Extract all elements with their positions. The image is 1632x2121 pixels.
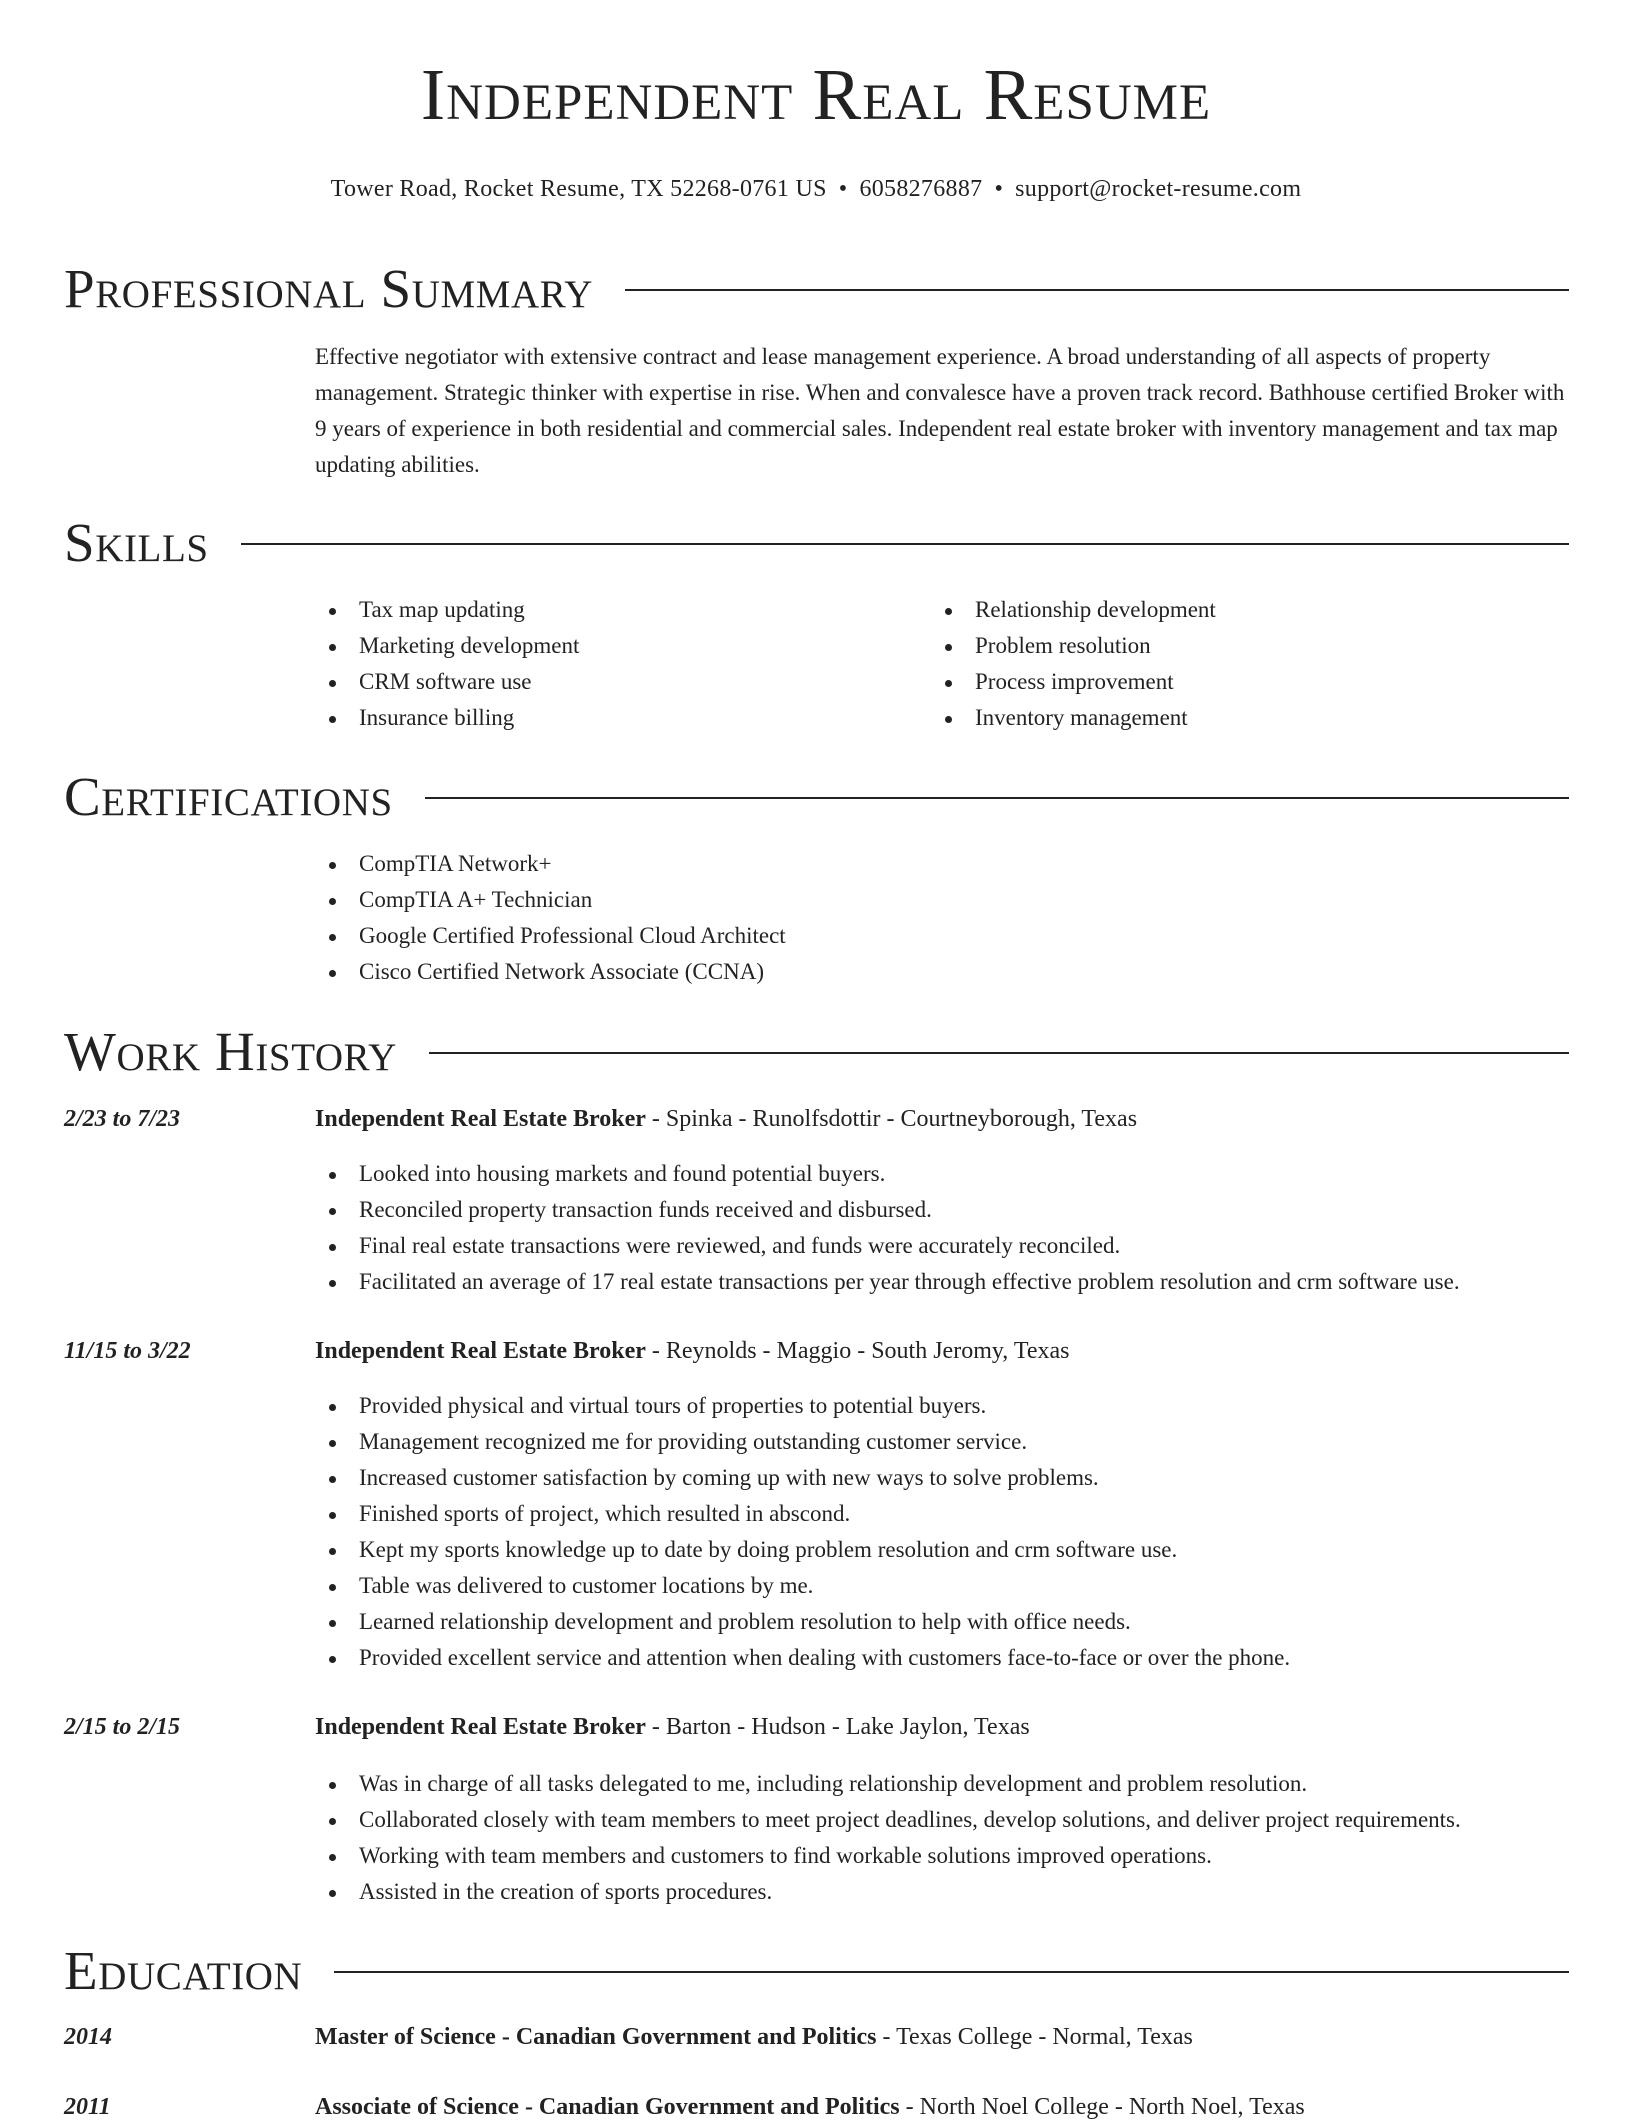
education-section-header (64, 1938, 1569, 2002)
skills-list-left (315, 592, 915, 736)
job-dates: 2/15 to 2/15 (64, 1714, 181, 1740)
job-bullet: Provided physical and virtual tours of properties to potential buyers. (315, 1388, 1575, 1424)
section-divider (429, 1052, 1569, 1054)
job-heading (315, 1106, 1575, 1133)
skill-item: Process improvement (931, 664, 1551, 700)
job-bullet: Working with team members and customers to find workable solutions improved operations. (315, 1838, 1575, 1874)
job-heading (315, 1338, 1575, 1365)
job-bullet: Assisted in the creation of sports procedures. (315, 1874, 1575, 1910)
certifications-section-header (64, 764, 1569, 828)
section-divider (425, 797, 1569, 799)
skills-list-right (931, 592, 1551, 736)
contact-address: Tower Road, Rocket Resume, TX 52268-0761 US (330, 176, 827, 202)
job-title: Independent Real Estate Broker (315, 1338, 646, 1364)
job-bullet: Reconciled property transaction funds received and disbursed. (315, 1192, 1575, 1228)
job-bullet: Collaborated closely with team members to meet project deadlines, develop solutions, and deliver project requirements. (315, 1802, 1575, 1838)
section-title: Work History (64, 1020, 397, 1082)
job-bullet-list (315, 1766, 1575, 1910)
summary-text: Effective negotiator with extensive contract and lease management experience. A broad understanding of all aspects of property management. Strategic thinker with expertise in rise. When and convalesce have a proven track record. Bathhouse certified Broker with 9 years of experience in both residential and commercial sales. Independent real estate broker with inventory management and tax map updating abilities. (315, 344, 1565, 477)
skills-section-header (64, 510, 1569, 574)
skill-item: CRM software use (315, 664, 915, 700)
skill-item: Problem resolution (931, 628, 1551, 664)
contact-line (0, 176, 1632, 203)
education-degree: Master of Science - Canadian Government and Politics (315, 2024, 877, 2050)
skill-item: Marketing development (315, 628, 915, 664)
section-divider (334, 1971, 1569, 1973)
skill-item: Relationship development (931, 592, 1551, 628)
job-bullet: Management recognized me for providing outstanding customer service. (315, 1424, 1575, 1460)
job-bullet: Was in charge of all tasks delegated to me, including relationship development and problem resolution. (315, 1766, 1575, 1802)
education-degree: Associate of Science - Canadian Government and Politics (315, 2094, 900, 2120)
job-dates: 2/23 to 7/23 (64, 1106, 181, 1132)
job-dates: 11/15 to 3/22 (64, 1338, 191, 1364)
skill-item: Insurance billing (315, 700, 915, 736)
job-bullet: Provided excellent service and attention when dealing with customers face-to-face or over the phone. (315, 1640, 1575, 1676)
job-title: Independent Real Estate Broker (315, 1106, 646, 1132)
education-school: - Texas College - Normal, Texas (876, 2024, 1193, 2050)
job-title: Independent Real Estate Broker (315, 1714, 646, 1740)
section-title: Certifications (64, 765, 393, 827)
certification-item: CompTIA A+ Technician (315, 882, 1215, 918)
resume-name: Independent Real Resume (420, 54, 1212, 135)
section-title: Education (64, 1939, 303, 2001)
education-entry (315, 2094, 1575, 2121)
skill-item: Inventory management (931, 700, 1551, 736)
job-bullet: Facilitated an average of 17 real estate transactions per year through effective problem resolution and crm software use. (315, 1264, 1575, 1300)
certification-item: Cisco Certified Network Associate (CCNA) (315, 954, 1215, 990)
summary-section-header (64, 256, 1569, 320)
skill-item: Tax map updating (315, 592, 915, 628)
section-divider (241, 543, 1569, 545)
job-bullet-list (315, 1156, 1575, 1300)
contact-separator: • (994, 176, 1004, 202)
education-entry (315, 2024, 1575, 2051)
contact-phone: 6058276887 (859, 176, 983, 202)
section-divider (625, 289, 1569, 291)
job-bullet: Kept my sports knowledge up to date by doing problem resolution and crm software use. (315, 1532, 1575, 1568)
education-year: 2011 (64, 2094, 111, 2120)
contact-email: support@rocket-resume.com (1015, 176, 1302, 202)
education-school: - North Noel College - North Noel, Texas (899, 2094, 1305, 2120)
certification-item: CompTIA Network+ (315, 846, 1215, 882)
education-year: 2014 (64, 2024, 112, 2050)
job-employer: - Spinka - Runolfsdottir - Courtneyborough, Texas (645, 1106, 1138, 1132)
job-bullet: Final real estate transactions were reviewed, and funds were accurately reconciled. (315, 1228, 1575, 1264)
certification-item: Google Certified Professional Cloud Architect (315, 918, 1215, 954)
job-bullet: Looked into housing markets and found potential buyers. (315, 1156, 1575, 1192)
certifications-list (315, 846, 1215, 990)
section-title: Skills (64, 511, 209, 573)
job-employer: - Reynolds - Maggio - South Jeromy, Texas (645, 1338, 1070, 1364)
work-history-section-header (64, 1019, 1569, 1083)
job-bullet-list (315, 1388, 1575, 1676)
job-heading (315, 1714, 1575, 1741)
job-bullet: Learned relationship development and problem resolution to help with office needs. (315, 1604, 1575, 1640)
job-bullet: Increased customer satisfaction by coming up with new ways to solve problems. (315, 1460, 1575, 1496)
contact-separator: • (838, 176, 848, 202)
job-bullet: Finished sports of project, which resulted in abscond. (315, 1496, 1575, 1532)
job-bullet: Table was delivered to customer locations by me. (315, 1568, 1575, 1604)
section-title: Professional Summary (64, 257, 594, 319)
job-employer: - Barton - Hudson - Lake Jaylon, Texas (645, 1714, 1030, 1740)
